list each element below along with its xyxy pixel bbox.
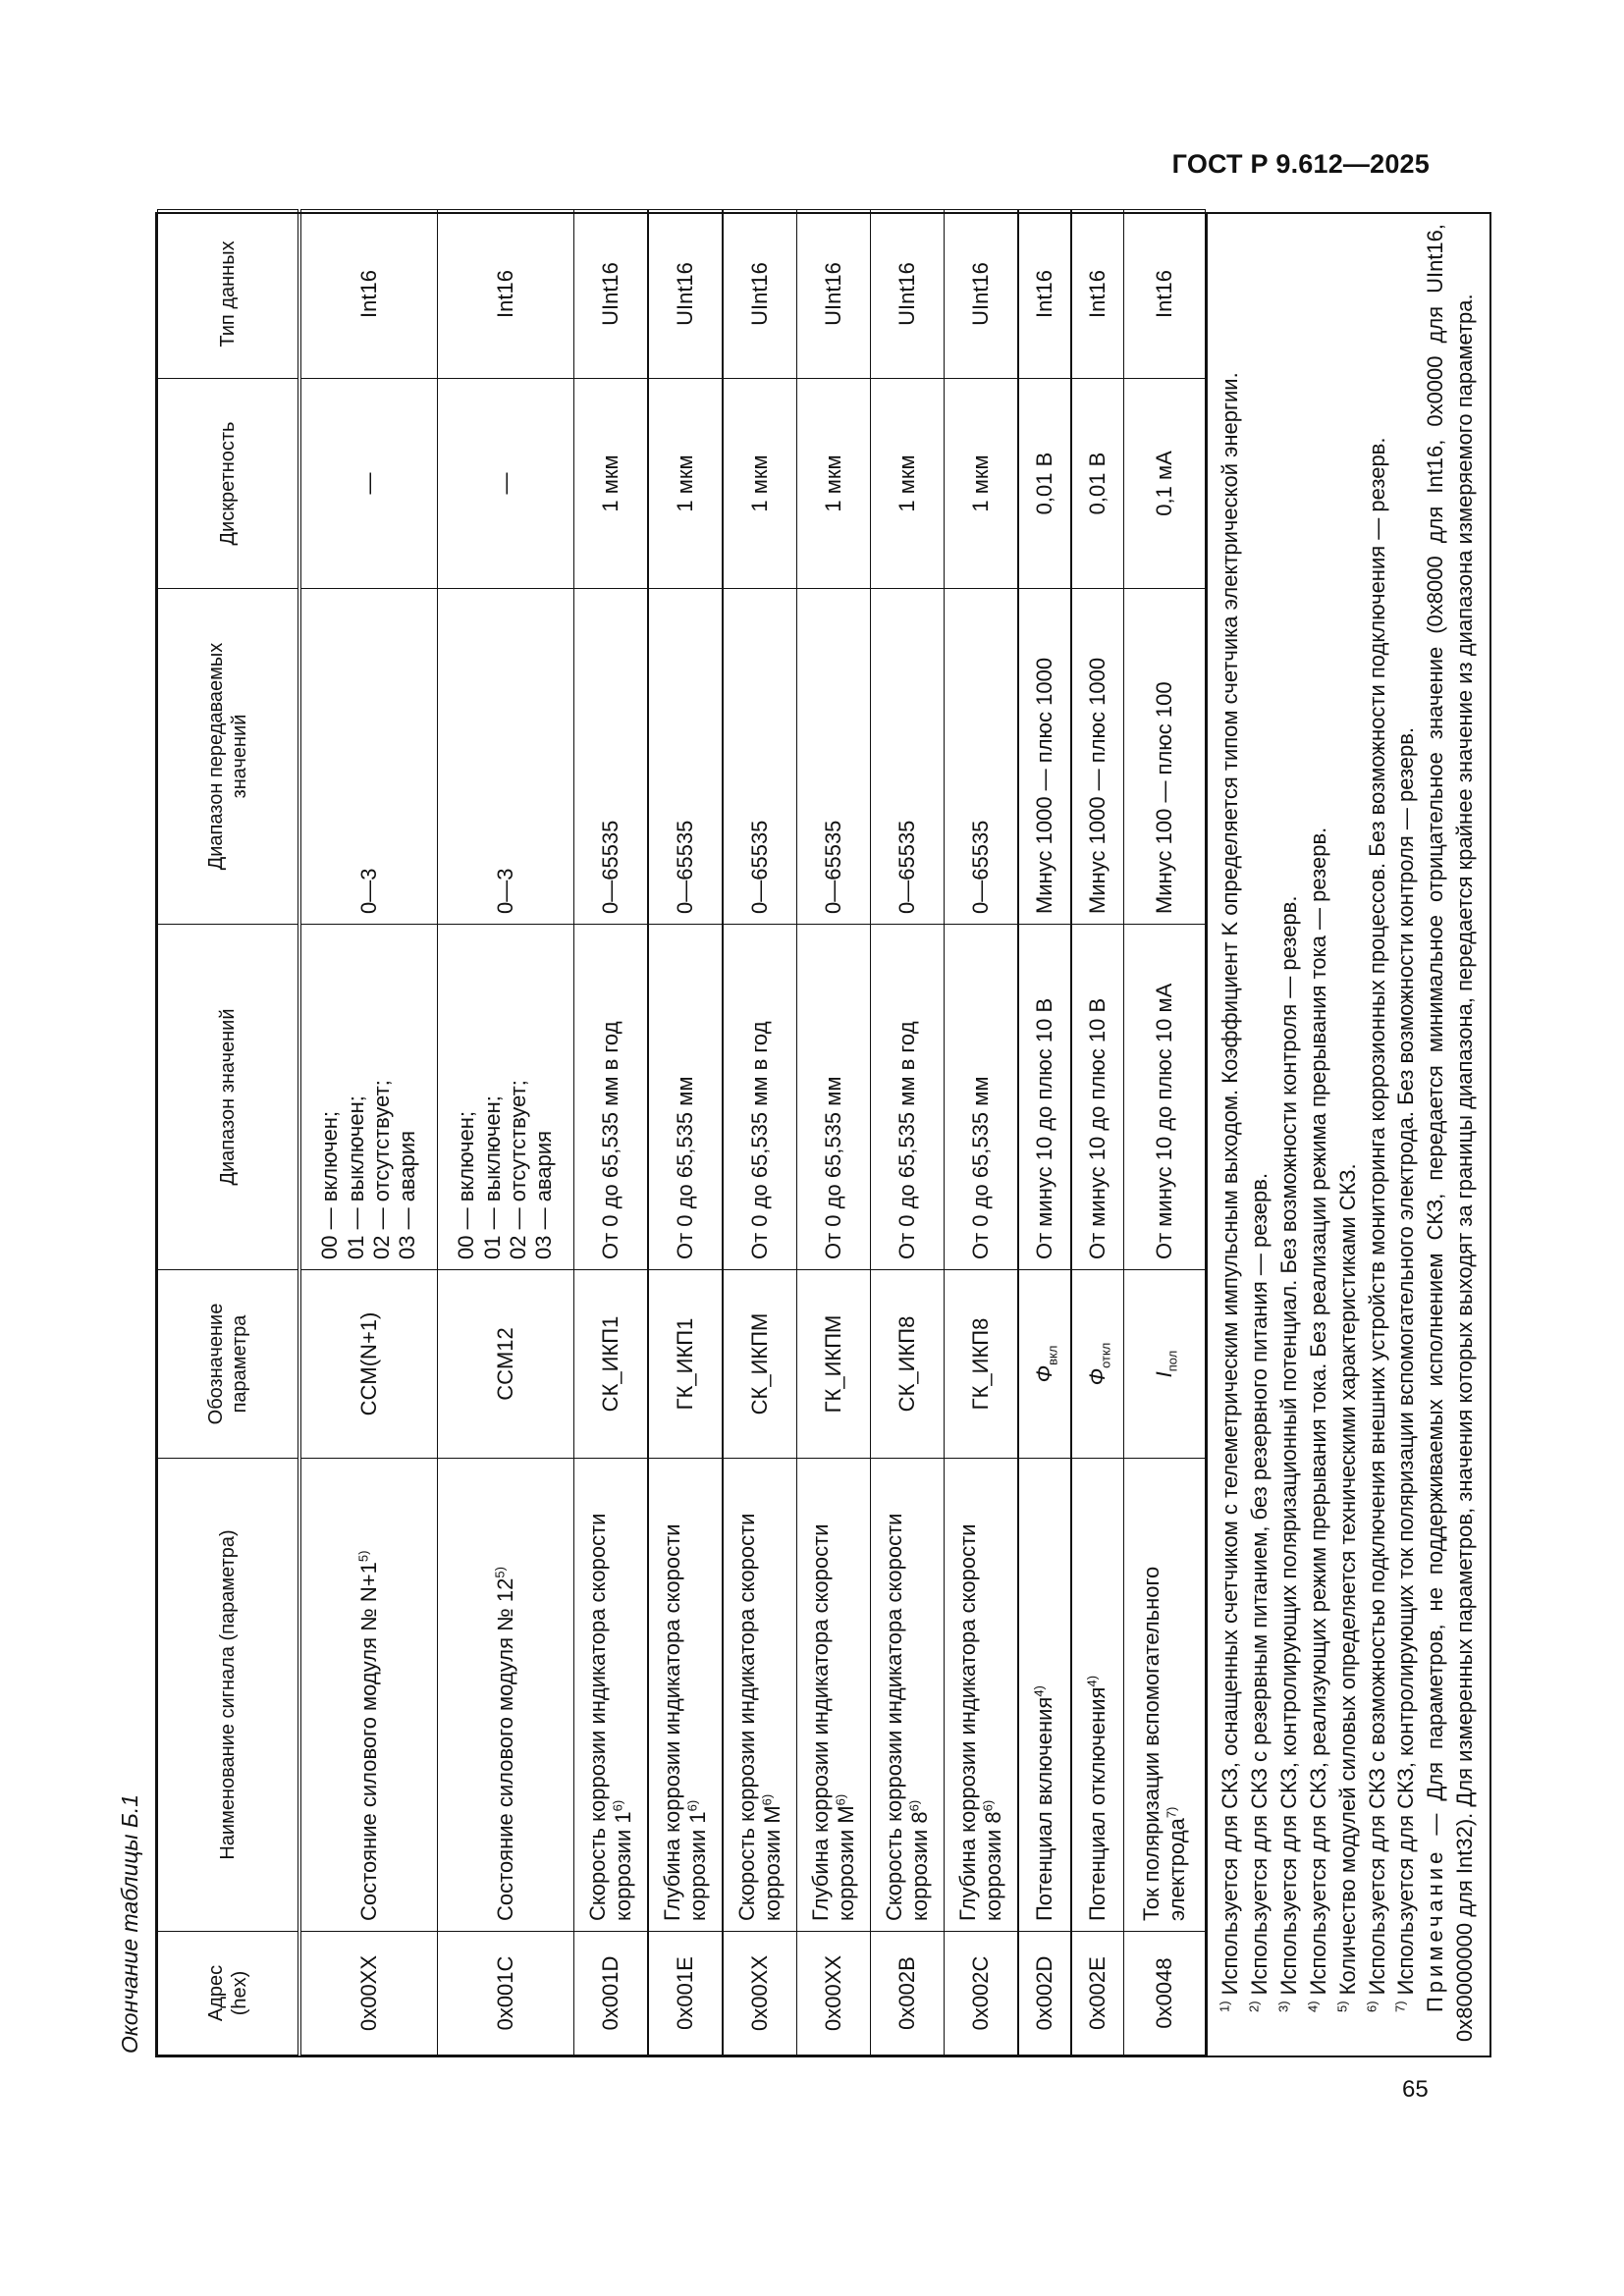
cell-value-range: От 0 до 65,535 мм [945,925,1019,1270]
footnote-number: 6) [1364,2001,1380,2012]
cell-address: 0x001D [574,1932,649,2056]
header-address: Адрес (hex) [158,1932,300,2056]
note-label: Примечание [1423,1847,1448,2012]
cell-signal-name [723,1459,797,1932]
footnote-ref: 6) [610,1799,625,1812]
cell-transmitted-range: 0—65535 [648,589,723,925]
signal-name-text: Потенциал отключения [1084,1686,1110,1921]
table-row [1071,210,1124,2056]
signal-name-text: Скорость коррозии индикатора скорости коррозии 8 [881,1513,932,1921]
header-data-type: Тип данных [158,210,300,379]
table-row [797,210,871,2056]
cell-data-type: UInt16 [574,210,649,379]
table-row [1018,210,1071,2056]
footnote-text: Используется для СКЗ, оснащенных счетчиком с телеметрическим импульсным выходом. Коэффициент K определяется типом счетчика электрической энергии. [1218,372,1242,1996]
cell-signal-name [871,1459,945,1932]
cell-resolution: 1 мкм [797,379,871,589]
footnote-text: Используется для СКЗ, контролирующих поляризационный потенциал. Без возможности контроля — резерв. [1275,895,1301,1996]
footnote-number: 1) [1217,2001,1232,2012]
table-footnotes [1206,214,1489,2056]
table-header-row [158,210,300,2056]
signal-name-text: Ток поляризации вспомогательного электрода [1138,1566,1189,1921]
table-caption: Окончание таблицы Б.1 [117,1793,142,2054]
rotated-table-block [110,212,1478,2057]
signal-name-text: Скорость коррозии индикатора скорости коррозии M [733,1513,785,1921]
range-line: 01 — выключен; [479,1095,505,1259]
header-resolution: Дискретность [158,379,300,589]
cell-symbol [1124,1270,1206,1459]
note-text: — Для параметров, не поддерживаемых исполнением СКЗ, передается минимальное отрицательное значение (0x8000 для Int16, 0x0000 для UInt16, 0x80000000 для Int32). Для измеренных параметров, значения которых выходят за границы диапазона, передается крайнее значение из диапазона измеряемого параметра. [1423,224,1478,2042]
footnote-ref: 5) [492,1567,508,1578]
signal-name-text: Состояние силового модуля № 12 [492,1577,517,1921]
cell-transmitted-range: 0—65535 [723,589,797,925]
cell-value-range: От 0 до 65,535 мм [648,925,723,1270]
cell-transmitted-range: 0—3 [299,589,438,925]
cell-data-type: Int16 [1018,210,1071,379]
cell-symbol: СК_ИКПМ [723,1270,797,1459]
header-symbol: Обозначение параметра [158,1270,300,1459]
table-row [648,210,723,2056]
signal-name-text: Состояние силового модуля № N+1 [355,1562,381,1921]
table-frame [155,212,1491,2057]
cell-address: 0x0048 [1124,1932,1206,2056]
signal-name-text: Глубина коррозии индикатора скорости коррозии 1 [659,1523,710,1921]
table-row [871,210,945,2056]
cell-symbol: ГК_ИКП8 [945,1270,1019,1459]
cell-transmitted-range: 0—3 [438,589,574,925]
cell-data-type: UInt16 [797,210,871,379]
cell-address: 0x001E [648,1932,723,2056]
cell-transmitted-range: Минус 1000 — плюс 1000 [1071,589,1124,925]
cell-signal-name [1071,1459,1124,1932]
cell-resolution: 0,01 В [1071,379,1124,589]
cell-address: 0x002B [871,1932,945,2056]
footnote [1391,224,1421,2042]
table-row [723,210,797,2056]
footnote-ref: 6) [759,1793,775,1806]
footnote-text: Используется для СКЗ с возможностью подключения внешних устройств мониторинга коррозионных процессов. Без возможности подключения — резерв. [1364,437,1389,1996]
cell-address: 0x002E [1071,1932,1124,2056]
cell-signal-name [945,1459,1019,1932]
cell-symbol: CCM(N+1) [299,1270,438,1459]
footnote-text: Используется для СКЗ, контролирующих ток поляризации вспомогательного электрода. Без возможности контроля — резерв. [1393,726,1419,1996]
footnote-ref: 5) [355,1550,371,1563]
footnote [1216,224,1245,2042]
table-row [574,210,649,2056]
parameters-table [157,209,1206,2056]
range-line: 00 — включен; [317,1110,343,1259]
cell-data-type: UInt16 [945,210,1019,379]
cell-value-range: От минус 10 до плюс 10 мА [1124,925,1206,1270]
cell-transmitted-range: Минус 1000 — плюс 1000 [1018,589,1071,925]
footnote [1274,224,1304,2042]
range-line: 01 — выключен; [343,1095,368,1259]
cell-signal-name [574,1459,649,1932]
cell-value-range [299,925,438,1270]
cell-resolution: 1 мкм [648,379,723,589]
table-row [299,210,438,2056]
document-code: ГОСТ Р 9.612—2025 [1171,149,1430,179]
header-signal-name: Наименование сигнала (параметра) [158,1459,300,1932]
cell-symbol: СК_ИКП8 [871,1270,945,1459]
cell-value-range [438,925,574,1270]
cell-symbol [1018,1270,1071,1459]
cell-value-range: От минус 10 до плюс 10 В [1018,925,1071,1270]
cell-value-range: От 0 до 65,535 мм в год [871,925,945,1270]
cell-resolution: — [299,379,438,589]
symbol-main: Ф [1084,1367,1110,1386]
signal-name-text: Скорость коррозии индикатора скорости коррозии 1 [584,1513,635,1921]
signal-name-text: Глубина коррозии индикатора скорости коррозии 8 [954,1523,1005,1921]
cell-symbol: СК_ИКП1 [574,1270,649,1459]
table-row [438,210,574,2056]
range-line: 03 — авария [531,1130,557,1259]
cell-resolution: 1 мкм [945,379,1019,589]
cell-address: 0x00XX [299,1932,438,2056]
symbol-subscript: вкл [1045,1345,1060,1365]
cell-transmitted-range: 0—65535 [574,589,649,925]
cell-data-type: UInt16 [723,210,797,379]
footnote-ref: 6) [833,1793,848,1806]
footnote-ref: 4) [1031,1685,1047,1697]
footnote-number: 2) [1246,2001,1262,2012]
cell-transmitted-range: Минус 100 — плюс 100 [1124,589,1206,925]
symbol-main: Ф [1031,1364,1056,1383]
footnote-ref: 6) [684,1799,700,1812]
header-transmitted-range: Диапазон передаваемых значений [158,589,300,925]
table-row [1124,210,1206,2056]
cell-value-range: От 0 до 65,535 мм в год [574,925,649,1270]
cell-symbol [1071,1270,1124,1459]
cell-resolution: — [438,379,574,589]
footnote-ref: 6) [906,1799,922,1812]
cell-signal-name [438,1459,574,1932]
cell-address: 0x002C [945,1932,1019,2056]
cell-transmitted-range: 0—65535 [797,589,871,925]
range-line: 02 — отсутствует; [506,1080,530,1259]
cell-resolution: 1 мкм [871,379,945,589]
cell-value-range: От минус 10 до плюс 10 В [1071,925,1124,1270]
range-line: 03 — авария [395,1130,420,1259]
footnote-ref: 6) [980,1799,996,1812]
cell-data-type: Int16 [299,210,438,379]
footnote [1304,224,1333,2042]
page-number: 65 [1402,2076,1429,2103]
cell-resolution: 0,01 В [1018,379,1071,589]
cell-data-type: Int16 [1124,210,1206,379]
footnote [1363,224,1392,2042]
footnote-number: 5) [1334,2001,1350,2012]
cell-transmitted-range: 0—65535 [871,589,945,925]
cell-data-type: UInt16 [648,210,723,379]
cell-data-type: Int16 [1071,210,1124,379]
cell-symbol: CCM12 [438,1270,574,1459]
footnote-number: 4) [1305,2001,1321,2012]
symbol-subscript: откл [1098,1342,1113,1368]
cell-signal-name [1124,1459,1206,1932]
cell-data-type: Int16 [438,210,574,379]
footnote-text: Используется для СКЗ, реализующих режим прерывания тока. Без реализации режима прерывания тока — резерв. [1305,827,1330,1996]
table-row [945,210,1019,2056]
range-line: 02 — отсутствует; [369,1080,394,1259]
signal-name-text: Потенциал включения [1031,1696,1056,1921]
footnote-ref: 4) [1084,1675,1100,1687]
cell-transmitted-range: 0—65535 [945,589,1019,925]
cell-symbol: ГК_ИКПМ [797,1270,871,1459]
cell-signal-name [797,1459,871,1932]
footnote-text: Используется для СКЗ с резервным питанием, без резервного питания — резерв. [1246,1172,1272,1996]
footnote-ref: 7) [1164,1806,1179,1819]
footnote-number: 7) [1393,2001,1409,2012]
cell-data-type: UInt16 [871,210,945,379]
cell-signal-name [648,1459,723,1932]
table-note [1421,224,1480,2042]
cell-resolution: 1 мкм [723,379,797,589]
cell-symbol: ГК_ИКП1 [648,1270,723,1459]
symbol-main: I [1151,1371,1176,1378]
cell-resolution: 0,1 мА [1124,379,1206,589]
signal-name-text: Глубина коррозии индикатора скорости коррозии M [807,1523,858,1921]
footnote-text: Количество модулей силовых определяется техническими характеристиками СКЗ. [1334,1163,1360,1996]
footnote-number: 3) [1275,2001,1291,2012]
cell-signal-name [1018,1459,1071,1932]
range-line: 00 — включен; [454,1110,479,1259]
cell-value-range: От 0 до 65,535 мм в год [723,925,797,1270]
footnote [1245,224,1274,2042]
cell-address: 0x00XX [723,1932,797,2056]
cell-address: 0x002D [1018,1932,1071,2056]
cell-resolution: 1 мкм [574,379,649,589]
footnote [1333,224,1363,2042]
cell-address: 0x00XX [797,1932,871,2056]
cell-address: 0x001C [438,1932,574,2056]
cell-value-range: От 0 до 65,535 мм [797,925,871,1270]
cell-signal-name [299,1459,438,1932]
symbol-subscript: пол [1164,1350,1180,1372]
header-value-range: Диапазон значений [158,925,300,1270]
